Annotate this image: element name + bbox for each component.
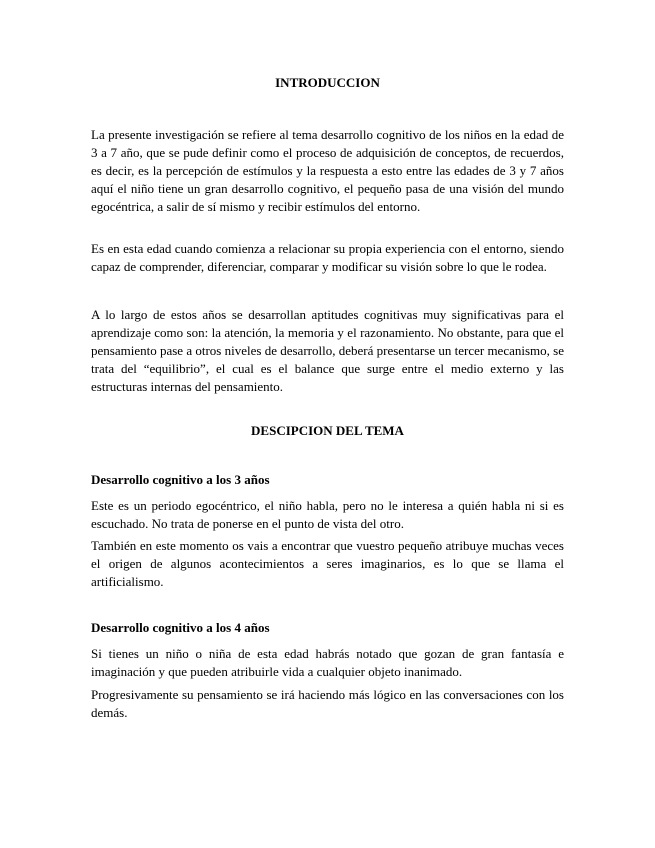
document-title: INTRODUCCION: [275, 75, 380, 90]
subsection-title-4-years: Desarrollo cognitivo a los 4 años: [91, 620, 270, 635]
subsection-title-3-years: Desarrollo cognitivo a los 3 años: [91, 472, 270, 487]
section-title: DESCIPCION DEL TEMA: [251, 423, 404, 438]
subsection-3-paragraph-1: Este es un periodo egocéntrico, el niño habla, pero no le interesa a quién habla ni si es escuchado. No trata de ponerse en el punto de vista del otro.: [91, 498, 564, 531]
intro-paragraph-2: Es en esta edad cuando comienza a relacionar su propia experiencia con el entorno, siendo capaz de comprender, diferenciar, comparar y modificar su visión sobre lo que le rodea.: [91, 241, 564, 274]
subsection-4-paragraph-2: Progresivamente su pensamiento se irá haciendo más lógico en las conversaciones con los demás.: [91, 687, 564, 720]
subsection-4-paragraph-1: Si tienes un niño o niña de esta edad habrás notado que gozan de gran fantasía e imaginación y que pueden atribuirle vida a cualquier objeto inanimado.: [91, 646, 564, 679]
intro-paragraph-1: La presente investigación se refiere al tema desarrollo cognitivo de los niños en la edad de 3 a 7 año, que se pude definir como el proceso de adquisición de conceptos, de recuerdos, es decir, es la percepción de estímulos y la respuesta a esto entre las edades de 3 y 7 años aquí el niño tiene un gran desarrollo cognitivo, el pequeño pasa de una visión del mundo egocéntrica, a salir de sí mismo y recibir estímulos del entorno.: [91, 127, 564, 214]
intro-paragraph-3: A lo largo de estos años se desarrollan aptitudes cognitivas muy significativas para el aprendizaje como son: la atención, la memoria y el razonamiento. No obstante, para que el pensamiento pase a otros niveles de desarrollo, deberá presentarse un tercer mecanismo, se trata del “equilibrio”, el cual es el balance que surge entre el medio externo y las estructuras internas del pensamiento.: [91, 307, 564, 394]
subsection-3-paragraph-2: También en este momento os vais a encontrar que vuestro pequeño atribuye muchas veces el origen de algunos acontecimientos a seres imaginarios, es lo que se llama el artificialismo.: [91, 538, 564, 589]
